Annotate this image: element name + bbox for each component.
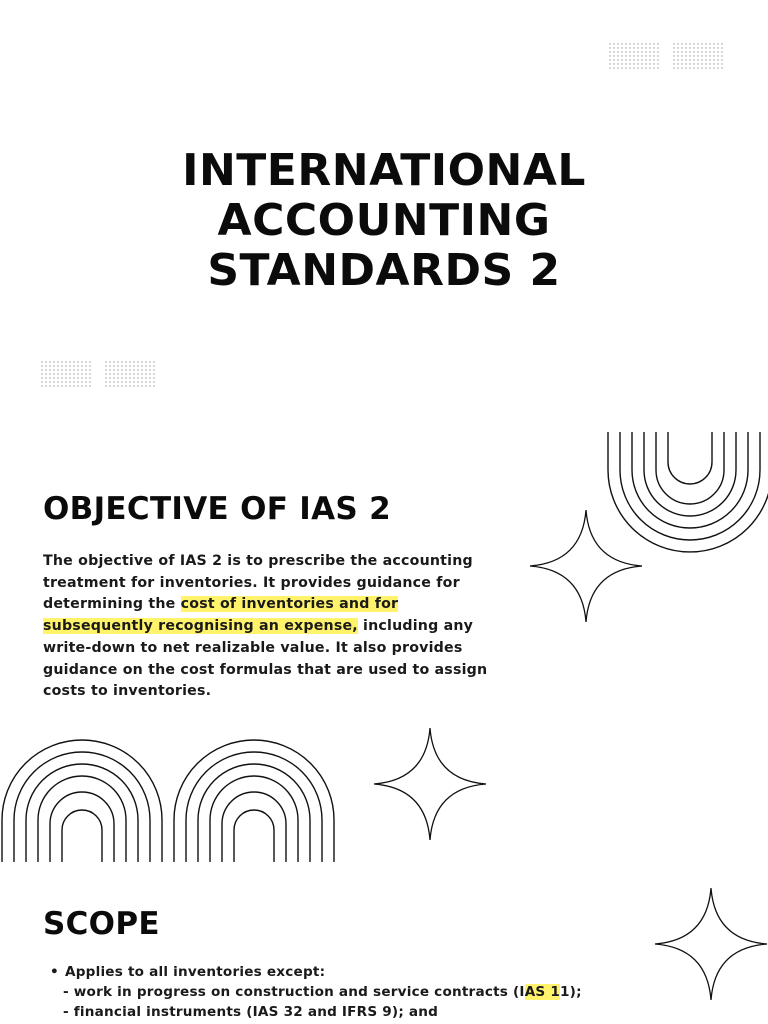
objective-highlight: cost of inventories and for subsequently recognising an expense, xyxy=(43,596,399,635)
concentric-arch-icon xyxy=(0,738,345,862)
objective-paragraph xyxy=(43,551,493,703)
list-item xyxy=(50,982,750,1002)
scope-sub1-end: 1); xyxy=(560,984,582,1000)
title-line-1: INTERNATIONAL xyxy=(182,145,586,196)
list-item xyxy=(50,1002,750,1022)
scope-sub1-start: - work in progress on construction and service contracts (I xyxy=(63,984,525,1000)
list-item xyxy=(50,962,750,982)
scope-heading: SCOPE xyxy=(43,906,160,942)
objective-text-end: including any write-down to net realizable value. It also provides guidance on the cost formulas that are used to assign costs to inventories. xyxy=(43,618,488,700)
title-line-2: ACCOUNTING xyxy=(217,195,551,246)
dot-grid-icon xyxy=(42,362,162,392)
bullet-icon: • xyxy=(50,964,59,980)
title-line-3: STANDARDS 2 xyxy=(207,245,561,296)
objective-text-start: The objective of IAS 2 is to prescribe the accounting treatment for inventories. It provides guidance for determining the xyxy=(43,553,473,613)
page-title xyxy=(0,146,768,296)
scope-list xyxy=(50,962,750,1022)
four-point-star-icon xyxy=(530,510,642,622)
scope-bullet-text: Applies to all inventories except: xyxy=(65,964,326,980)
four-point-star-icon xyxy=(374,728,486,840)
scope-sub2: - financial instruments (IAS 32 and IFRS 9); and xyxy=(63,1004,439,1020)
dot-grid-icon xyxy=(610,44,730,74)
scope-sub1-highlight: AS 1 xyxy=(524,984,560,1000)
objective-heading: OBJECTIVE OF IAS 2 xyxy=(43,491,392,527)
